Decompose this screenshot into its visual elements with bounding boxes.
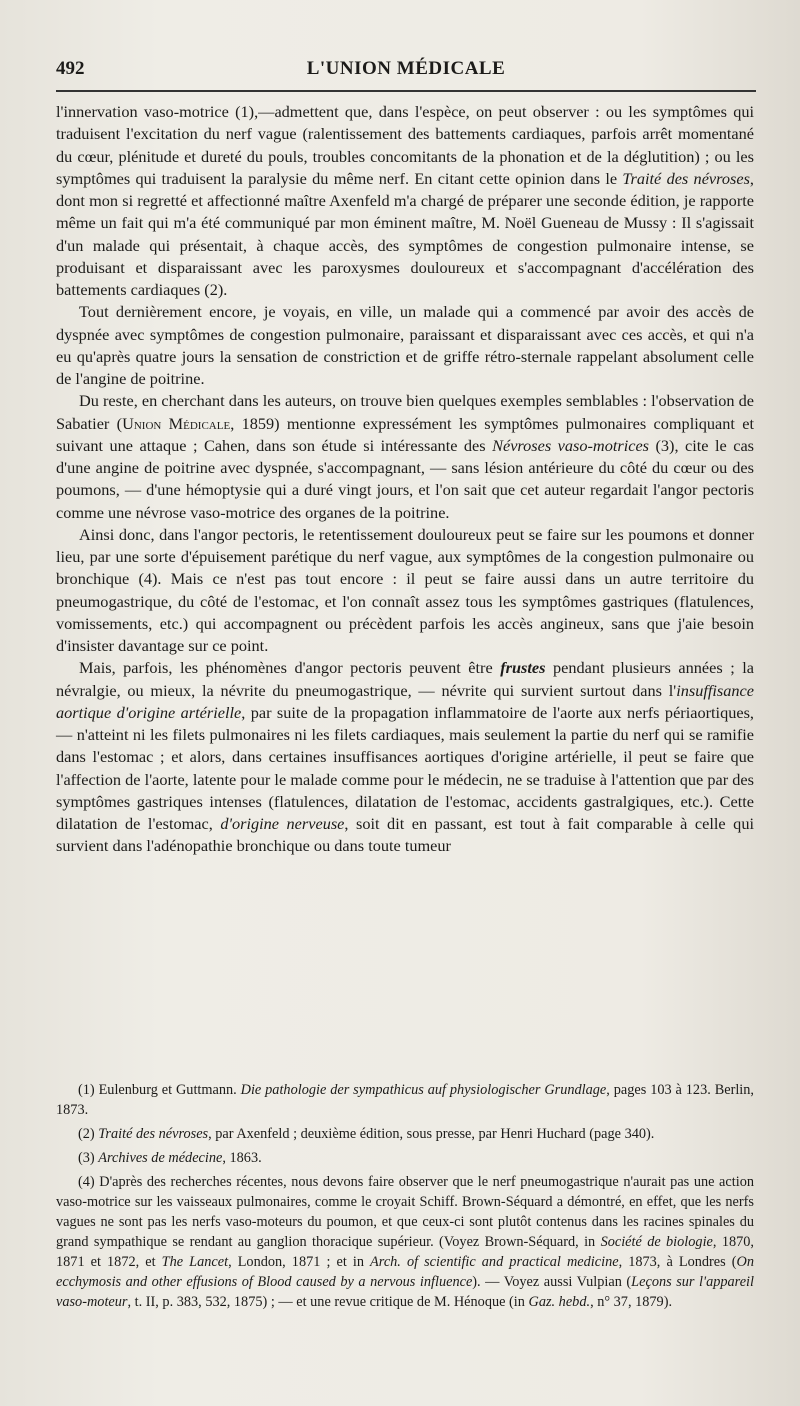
text-segment: (2): [78, 1126, 99, 1142]
text-segment: , London, 1871 ; et in: [228, 1254, 371, 1270]
page-header: [56, 58, 756, 84]
text-segment: d'origine nerveuse: [220, 814, 345, 833]
text-segment: , 1863.: [222, 1150, 262, 1166]
text-segment: frustes: [500, 658, 546, 678]
text-segment: Die pathologie der sympathicus auf physiologischer Grundlage: [240, 1082, 607, 1098]
text-segment: , 1873, à Londres (: [618, 1254, 737, 1270]
text-segment: , par suite de la propagation inflammatoire de l'aorte aux nerfs périaortiques, — n'atteint ni les filets pulmonaires ni les filets cardiaques, mais seulement la partie du nerf qui se ramifie dans l'estomac ; et alors, dans certaines insuffisances aortiques d'origine artérielle, il peut se faire que l'affection de l'aorte, latente pour le malade comme pour le médecin, ne se traduise à l'attention que par des symptômes gastriques intenses (flatulences, dilatation de l'estomac, accidents gastralgiques, etc.). Cette dilatation de l'estomac,: [56, 702, 754, 833]
running-title: L'UNION MÉDICALE: [306, 58, 506, 79]
text-segment: , pages 103 à 123. Berlin, 1873.: [56, 1082, 754, 1118]
text-segment: ). — Voyez aussi Vulpian (: [472, 1274, 632, 1290]
paragraph: [56, 390, 754, 524]
paragraph: [56, 301, 754, 390]
paragraph: [56, 101, 754, 301]
footnote: [56, 1148, 754, 1168]
text-segment: On ecchymosis and other effusions of Blood caused by a nervous influence: [56, 1254, 754, 1290]
text-segment: Archives de médecine: [98, 1150, 223, 1166]
body-text: [56, 101, 754, 858]
text-segment: pendant plusieurs années ; la névralgie, ou mieux, la névrite du pneumogastrique, — névrite qui survient surtout dans l': [56, 658, 754, 700]
text-segment: Du reste, en cherchant dans les auteurs, on trouve bien quelques exemples semblables : l'observation de Sabatier (: [56, 391, 754, 433]
text-segment: , 1870, 1871 et 1872, et: [56, 1234, 754, 1270]
text-segment: Traité des névroses: [622, 168, 750, 188]
header-rule: [56, 90, 756, 92]
text-segment: Arch. of scientific and practical medicine: [370, 1254, 619, 1270]
text-segment: (1) Eulenburg et Guttmann.: [78, 1082, 241, 1098]
text-segment: The Lancet: [161, 1254, 229, 1270]
footnotes: [56, 1080, 754, 1316]
text-segment: Leçons sur l'appareil vaso-moteur: [56, 1274, 754, 1310]
paragraph: [56, 524, 754, 658]
text-segment: , par Axenfeld ; deuxième édition, sous presse, par Henri Huchard (page 340).: [208, 1126, 655, 1142]
text-segment: , n° 37, 1879).: [590, 1294, 673, 1310]
text-segment: (4) D'après des recherches récentes, nous devons faire observer que le nerf pneumogastrique n'aurait pas une action vaso-motrice sur les vaisseaux pulmonaires, comme le croyait Schiff. Brown-Séquard a démontré, en effet, que les nerfs vagues ne sont pas les nerfs vaso-moteurs du poumon, et que ceux-ci sont plutôt contenus dans les racines spinales du grand sympathique se rendant au ganglion thoracique supérieur. (Voyez Brown-Séquard, in: [56, 1174, 754, 1250]
text-segment: Gaz. hebd.: [528, 1294, 591, 1310]
text-segment: l'innervation vaso-motrice (1),—admettent que, dans l'espèce, on peut observer : ou les symptômes qui traduisent l'excitation du nerf vague (ralentissement des battements cardiaques, parfois arrêt momentané du cœur, plénitude et dureté du pouls, troubles concomitants de la phonation et de la déglutition) ; ou les symptômes qui traduisent la paralysie du même nerf. En citant cette opinion dans le: [56, 102, 754, 188]
text-segment: insuffisance aortique d'origine artérielle: [56, 680, 754, 722]
text-segment: Tout dernièrement encore, je voyais, en ville, un malade qui a commencé par avoir des accès de dyspnée avec symptômes de congestion pulmonaire, paraissant et disparaissant avec ces accès, et qui n'a eu qu'après quatre jours la sensation de constriction et de griffe rétro-sternale rappelant absolument celle de l'angine de poitrine.: [56, 302, 754, 388]
text-segment: Ainsi donc, dans l'angor pectoris, le retentissement douloureux peut se faire sur les poumons et donner lieu, par une sorte d'épuisement parétique du nerf vague, aux symptômes de la congestion pulmonaire ou bronchique (4). Mais ce n'est pas tout encore : il peut se faire aussi dans un autre territoire du pneumogastrique, du côté de l'estomac, et l'on connaît assez tous les symptômes gastriques (flatulences, vomissements, etc.) qui accompagnent ou précèdent parfois les accès angineux, sans que j'aie besoin d'insister davantage sur ce point.: [56, 524, 754, 655]
text-segment: , t. II, p. 383, 532, 1875) ; — et une revue critique de M. Hénoque (in: [127, 1294, 529, 1310]
text-segment: Union Médicale: [122, 413, 231, 433]
text-segment: , dont mon si regretté et affectionné maître Axenfeld m'a chargé de préparer une seconde édition, je rapporte même un fait qui m'a été communiqué par mon éminent maître, M. Noël Gueneau de Mussy : Il s'agissait d'un malade qui présentait, à chaque accès, des symptômes de congestion pulmonaire intense, se produisant et disparaissant avec les paroxysmes douloureux et s'accompagnant d'accélération des battements cardiaques (2).: [56, 168, 754, 299]
text-segment: Névroses vaso-motrices: [492, 435, 650, 455]
footnote: [56, 1172, 754, 1312]
text-segment: (3): [78, 1150, 99, 1166]
footnote: [56, 1080, 754, 1120]
text-segment: , soit dit en passant, est tout à fait comparable à celle qui survient dans l'adénopathie bronchique ou dans toute tumeur: [56, 814, 754, 856]
page-number: 492: [56, 58, 85, 79]
paragraph: [56, 657, 754, 857]
text-segment: Mais, parfois, les phénomènes d'angor pectoris peuvent être: [79, 658, 501, 678]
text-segment: , 1859) mentionne expressément les symptômes pulmonaires compliquant et suivant une attaque ; Cahen, dans son étude si intéressante des: [56, 413, 754, 455]
text-segment: (3), cite le cas d'une angine de poitrine avec dyspnée, s'accompagnant, — sans lésion antérieure du côté du cœur ou des poumons, — d'une hémoptysie qui a duré vingt jours, et l'on sait que cet auteur regardait l'angor pectoris comme une névrose vaso-motrice des organes de la poitrine.: [56, 435, 755, 522]
text-segment: Traité des névroses: [98, 1126, 209, 1142]
footnote: [56, 1124, 754, 1144]
text-segment: Société de biologie: [600, 1234, 713, 1250]
